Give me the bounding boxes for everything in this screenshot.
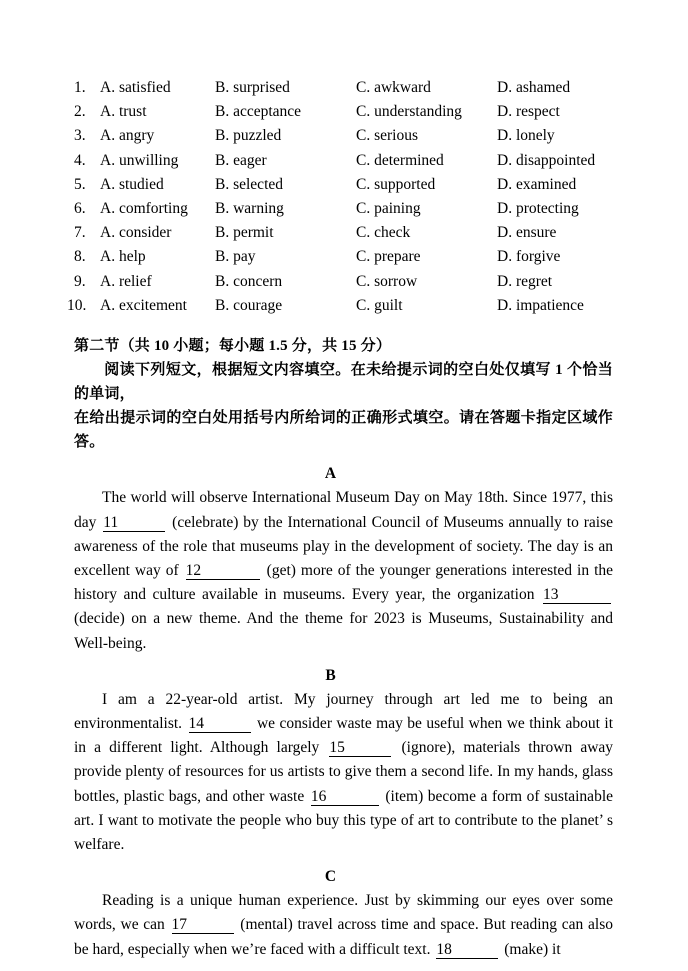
passage-c-segment-2: (mental) travel across time and space. But reading can also be hard, especially when we’re faced with a difficult text. (74, 916, 613, 958)
mc-option-c[interactable]: C. awkward (356, 79, 431, 96)
mc-option-b[interactable]: B. courage (215, 296, 283, 314)
mc-option-a[interactable]: A. satisfied (100, 79, 171, 96)
mc-option-b[interactable]: B. puzzled (215, 127, 282, 145)
mc-row (74, 76, 613, 100)
passage-b (74, 664, 613, 857)
mc-option-d[interactable]: D. disappointed (497, 151, 596, 169)
mc-option-a[interactable]: A. comforting (100, 199, 188, 217)
blank-17[interactable]: 17 (172, 916, 234, 934)
mc-item-number: 5. (74, 175, 86, 193)
mc-option-d[interactable]: D. ashamed (497, 79, 571, 96)
blank-14[interactable]: 14 (189, 715, 251, 733)
passage-a-segment-2: (celebrate) by the International Council of Museums annually to raise awareness of the role that museums play in the development of society. The day is an excellent way of (74, 513, 613, 579)
mc-option-d[interactable]: D. forgive (497, 248, 561, 266)
passage-b-segment-2: we consider waste may be useful when we think about it in a different light. Although largely (74, 715, 614, 757)
mc-option-c[interactable]: C. check (356, 224, 411, 242)
mc-option-d[interactable]: D. examined (497, 175, 577, 193)
mc-option-a[interactable]: A. angry (100, 127, 155, 145)
mc-item-number: 9. (74, 272, 86, 290)
mc-row (67, 294, 613, 318)
mc-option-a[interactable]: A. unwilling (100, 151, 179, 169)
mc-row (74, 149, 613, 173)
section-instruction-line-1 (74, 359, 613, 406)
instruction-text-part2: 在给出提示词的空白处用括号内所给词的正确形式填空。请在答题卡指定区域作答。 (74, 410, 613, 450)
mc-item-number: 4. (74, 151, 86, 169)
mc-option-a[interactable]: A. relief (100, 272, 152, 290)
mc-option-c[interactable]: C. understanding (356, 103, 462, 121)
mc-item-number: 2. (74, 103, 86, 121)
mc-row (74, 100, 613, 124)
passage-b-segment-1: I am a 22-year-old artist. My journey through art led me to being an environmentalist. (74, 690, 613, 732)
mc-option-c[interactable]: C. prepare (356, 248, 421, 266)
mc-row (74, 173, 613, 197)
mc-option-c[interactable]: C. paining (356, 199, 421, 217)
mc-option-d[interactable]: D. protecting (497, 199, 579, 217)
passage-a-segment-4: (decide) on a new theme. And the theme for 2023 is Museums, Sustainability and Well-being. (74, 610, 613, 652)
passage-c-body (74, 889, 613, 962)
mc-option-b[interactable]: B. concern (215, 272, 283, 290)
passage-c-segment-1: Reading is a unique human experience. Just by skimming our eyes over some words, we can (74, 892, 613, 934)
mc-option-c[interactable]: C. guilt (356, 296, 403, 314)
multiple-choice-options (67, 76, 613, 318)
mc-option-a[interactable]: A. studied (100, 175, 164, 193)
passage-a-body (74, 486, 613, 655)
mc-item-number: 7. (74, 224, 86, 242)
blank-12[interactable]: 12 (186, 562, 260, 580)
mc-option-c[interactable]: C. supported (356, 175, 436, 193)
mc-item-number: 1. (74, 79, 86, 96)
passage-a-segment-1: The world will observe International Museum Day on May 18th. Since 1977, this day (74, 489, 613, 531)
passage-b-segment-4: (item) become a form of sustainable art. I want to motivate the people who buy this type of art to contribute to the planet’ s welfare. (74, 787, 614, 854)
passage-letter-c: C (324, 868, 337, 886)
mc-row (74, 270, 613, 294)
mc-row (74, 221, 613, 245)
passage-a (74, 462, 613, 655)
passage-letter-a: A (324, 465, 337, 483)
mc-option-a[interactable]: A. excitement (100, 296, 187, 314)
mc-option-b[interactable]: B. pay (215, 248, 256, 266)
mc-item-number: 6. (74, 199, 86, 217)
mc-item-number: 10. (67, 296, 87, 314)
section-instructions (74, 335, 613, 455)
mc-option-d[interactable]: D. impatience (497, 296, 584, 314)
mc-option-c[interactable]: C. determined (356, 151, 444, 169)
mc-option-b[interactable]: B. warning (215, 199, 284, 217)
mc-option-b[interactable]: B. permit (215, 224, 274, 242)
blank-15[interactable]: 15 (329, 739, 391, 757)
mc-option-b[interactable]: B. surprised (215, 79, 290, 96)
mc-item-number: 8. (74, 248, 86, 266)
passage-a-segment-3: (get) more of the younger generations interested in the history and culture available in museums. Every year, the organization (74, 561, 614, 604)
mc-option-a[interactable]: A. consider (100, 224, 172, 242)
blank-18[interactable]: 18 (436, 941, 498, 959)
mc-row (74, 245, 613, 269)
mc-option-d[interactable]: D. respect (497, 103, 560, 121)
passage-letter-b: B (325, 666, 336, 684)
mc-option-a[interactable]: A. help (100, 248, 146, 266)
mc-option-d[interactable]: D. regret (497, 272, 553, 290)
instruction-text-part1: 阅读下列短文，根据短文内容填空。在未给提示词的空白处仅填写 1 个恰当的单词， (74, 362, 613, 402)
mc-option-c[interactable]: C. serious (356, 127, 418, 145)
mc-row (74, 124, 613, 148)
blank-13[interactable]: 13 (543, 586, 611, 604)
passage-c (74, 865, 613, 962)
passage-c-segment-3: (make) it (504, 940, 561, 958)
blank-16[interactable]: 16 (311, 788, 379, 806)
mc-option-b[interactable]: B. eager (215, 151, 267, 169)
mc-option-b[interactable]: B. acceptance (215, 103, 302, 121)
passage-b-segment-3: (ignore), materials thrown away provide plenty of resources for us artists to give them a second life. In my hands, glass bottles, plastic bags, and other waste (74, 739, 614, 805)
passage-b-body (74, 688, 613, 857)
mc-option-c[interactable]: C. sorrow (356, 272, 418, 290)
section-instruction-line-2 (74, 407, 613, 454)
mc-option-d[interactable]: D. lonely (497, 127, 555, 145)
mc-option-d[interactable]: D. ensure (497, 224, 557, 242)
mc-option-b[interactable]: B. selected (215, 175, 284, 193)
mc-item-number: 3. (74, 127, 86, 145)
blank-11[interactable]: 11 (103, 514, 165, 532)
mc-row (74, 197, 613, 221)
section-heading: 第二节（共 10 小题；每小题 1.5 分，共 15 分） (74, 337, 392, 354)
mc-option-a[interactable]: A. trust (100, 103, 147, 121)
